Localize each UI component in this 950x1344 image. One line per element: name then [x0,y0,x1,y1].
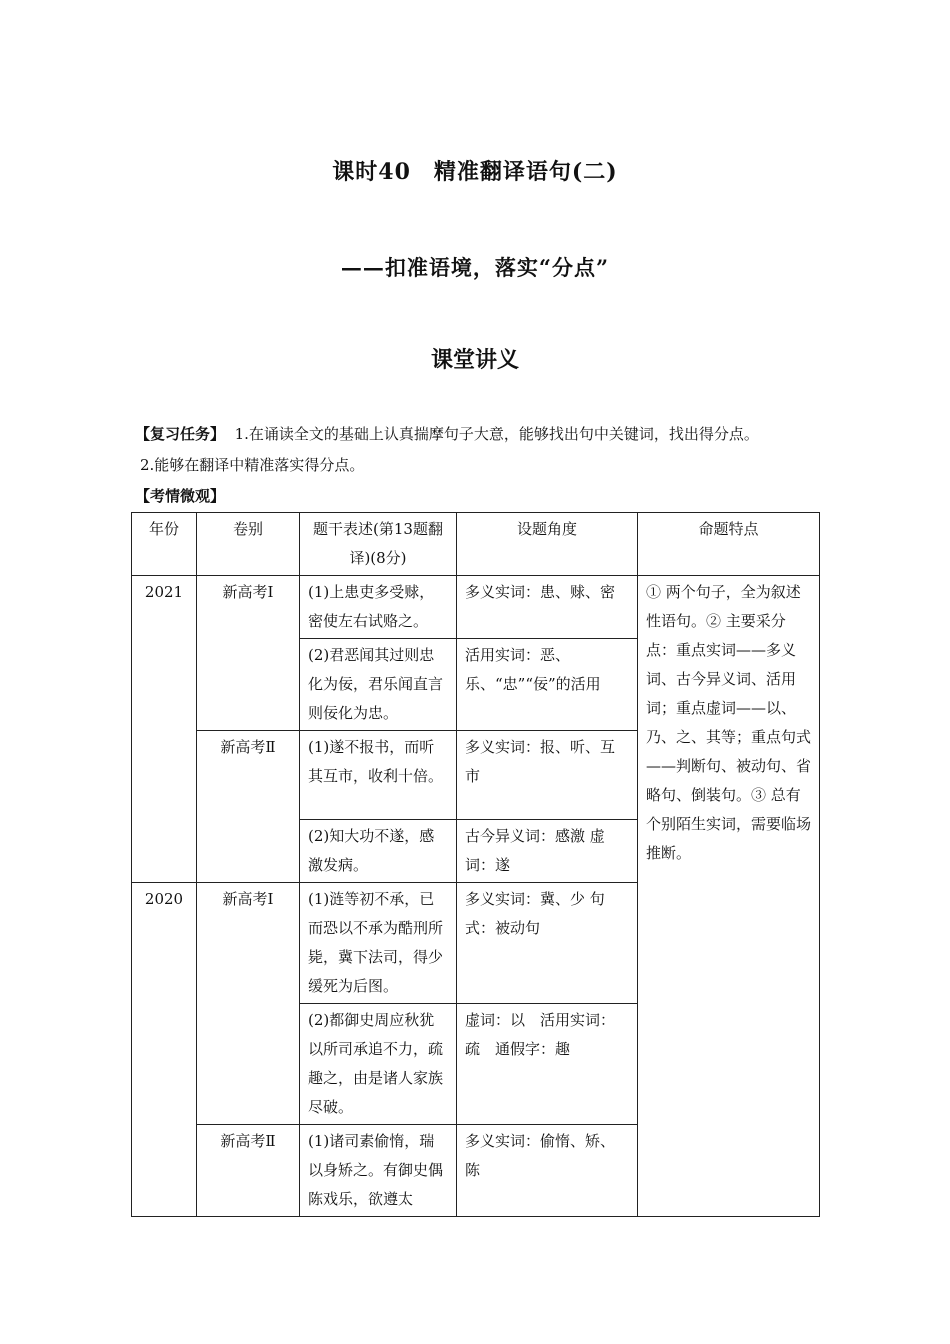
paper-2020-1: 新高考Ⅰ [197,883,300,1125]
stem-cell: (2)都御史周应秋犹以所司承追不力，疏趣之，由是诸人家族尽破。 [300,1004,457,1125]
header-angle: 设题角度 [457,513,638,576]
table-header-row [132,513,820,576]
angle-cell: 多义实词：报、听、互市 [457,731,638,820]
stem-cell: (1)上患吏多受赇，密使左右试赂之。 [300,576,457,639]
table-row [132,576,820,639]
stem-cell: (2)知大功不遂，感激发病。 [300,820,457,883]
year-2021: 2021 [132,576,197,883]
feature-cell: ① 两个句子，全为叙述性语句。② 主要采分点：重点实词——多义词、古今异义词、活用词；重点虚词——以、乃、之、其等；重点句式——判断句、被动句、省略句、倒装句。③ 总有个别陌生实词，需要临场推断。 [638,576,820,1217]
header-feature: 命题特点 [638,513,820,576]
paper-2020-2: 新高考Ⅱ [197,1125,300,1217]
section-heading: 课堂讲义 [430,347,519,373]
page-title: 课时40 精准翻译语句(二) [332,159,618,185]
angle-cell: 多义实词：偷惰、矫、陈 [457,1125,638,1217]
angle-cell: 古今异义词：感激 虚词：遂 [457,820,638,883]
kaoqing-label: 【考情微观】 [135,487,226,505]
stem-cell: (2)君恶闻其过则忠化为佞，君乐闻直言则佞化为忠。 [300,639,457,731]
review-task-label: 【复习任务】 [135,425,226,443]
stem-cell: (1)诸司素偷惰，瑞以身矫之。有御史偶陈戏乐，欲遵太 [300,1125,457,1217]
angle-cell: 多义实词：患、赇、密 [457,576,638,639]
review-task-line1 [135,424,835,444]
angle-cell: 活用实词：恶、乐、“忠”“佞”的活用 [457,639,638,731]
header-year: 年份 [132,513,197,576]
angle-cell: 虚词：以 活用实词：疏 通假字：趣 [457,1004,638,1125]
exam-analysis-table [131,512,820,1217]
paper-2021-2: 新高考Ⅱ [197,731,300,883]
header-stem: 题干表述(第13题翻译)(8分) [300,513,457,576]
year-2020: 2020 [132,883,197,1217]
stem-cell: (1)遂不报书，而听其互市，收利十倍。 [300,731,457,820]
paper-2021-1: 新高考Ⅰ [197,576,300,731]
angle-cell: 多义实词：冀、少 句式：被动句 [457,883,638,1004]
review-task-item1: 1.在诵读全文的基础上认真揣摩句子大意，能够找出句中关键词，找出得分点。 [234,425,759,443]
header-paper: 卷别 [197,513,300,576]
page-subtitle: ——扣准语境，落实“分点” [340,255,610,280]
stem-cell: (1)涟等初不承，已而恐以不承为酷刑所毙，冀下法司，得少缓死为后图。 [300,883,457,1004]
review-task-item2: 2.能够在翻译中精准落实得分点。 [140,456,365,474]
